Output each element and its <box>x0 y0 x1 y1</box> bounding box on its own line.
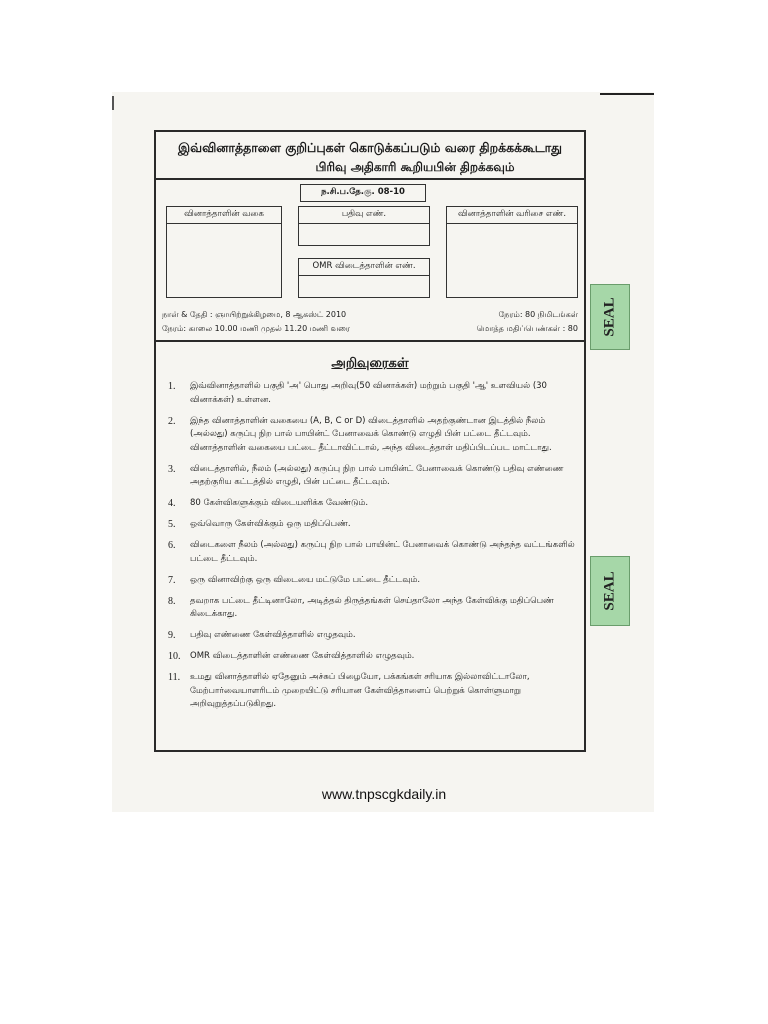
seal-text: SEAL <box>601 571 618 611</box>
exam-date: நாள் & தேதி : ஞாயிற்றுக்கிழமை, 8 ஆகஸ்ட் 2010 <box>162 310 347 319</box>
question-type-label: வினாத்தாளின் வகை <box>184 209 264 219</box>
header-line-1: இவ்வினாத்தாளை குறிப்புகள் கொடுக்கப்படும் வரை திறக்கக்கூடாது <box>177 140 563 155</box>
booklet-serial-label: வினாத்தாளின் வரிசை எண். <box>457 209 567 219</box>
instruction-number: 10. <box>168 651 181 662</box>
box-divider <box>299 223 429 224</box>
question-type-box <box>166 206 282 298</box>
instruction-number: 5. <box>168 519 176 530</box>
instruction-item <box>168 650 576 664</box>
instruction-item <box>168 629 576 643</box>
instruction-number: 6. <box>168 540 176 551</box>
instruction-item <box>168 574 576 588</box>
box-divider <box>299 275 429 276</box>
instruction-text: OMR விடைத்தாளின் எண்ணை கேள்வித்தாளில் எழுதவும். <box>190 651 415 661</box>
instruction-number: 3. <box>168 463 176 475</box>
instruction-number: 9. <box>168 630 176 641</box>
scan-edge-mark <box>112 96 114 110</box>
instruction-number: 2. <box>168 415 176 427</box>
seal-label-top <box>590 284 630 350</box>
instruction-item <box>168 518 576 532</box>
register-no-label: பதிவு எண். <box>341 209 387 219</box>
seal-text: SEAL <box>601 297 618 337</box>
instruction-item <box>168 671 576 712</box>
header-divider <box>156 178 584 180</box>
booklet-serial-box <box>446 206 578 298</box>
instruction-text: விடைகளை நீலம் (அல்லது) கருப்பு நிற பால் பாயின்ட் பேனாவைக் கொண்டு அந்தந்த வட்டங்களில் பட்டை தீட்டவும். <box>190 540 575 564</box>
instruction-text: உமது வினாத்தாளில் ஏதேனும் அச்சுப் பிழையோ, பக்கங்கள் சரியாக இல்லாவிட்டாலோ, மேற்பார்வையாளரிடம் முறையிட்டு சரியான கேள்வித்தாளைப் பெற்றுக் கொள்ளுமாறு அறிவுறுத்தப்படுகிறது. <box>190 672 530 709</box>
box-divider <box>167 223 281 224</box>
instruction-number: 4. <box>168 498 176 509</box>
scan-edge-line <box>600 93 654 95</box>
instruction-number: 11. <box>168 672 181 683</box>
box-divider <box>447 223 577 224</box>
instruction-number: 8. <box>168 595 176 607</box>
omr-box <box>298 258 430 298</box>
instruction-item <box>168 595 576 622</box>
instruction-text: தவறாக பட்டை தீட்டினாலோ, அடித்தல் திருத்தங்கள் செய்தாலோ அந்த கேள்விக்கு மதிப்பெண் கிடைக்காது. <box>190 595 554 619</box>
instructions-title-text: அறிவுரைகள் <box>331 356 409 371</box>
instructions-title <box>156 356 584 372</box>
instruction-text: 80 கேள்விகளுக்கும் விடையளிக்க வேண்டும். <box>190 498 369 508</box>
instruction-item <box>168 380 576 407</box>
instruction-text: பதிவு எண்ணை கேள்வித்தாளில் எழுதவும். <box>190 630 356 640</box>
instruction-sheet <box>154 130 586 752</box>
seal-label-bottom <box>590 556 630 626</box>
code-box <box>300 184 426 202</box>
code-label: ந.சி.ப.தே.கு. 08-10 <box>321 187 405 197</box>
instruction-text: ஒவ்வொரு கேள்விக்கும் ஒரு மதிப்பெண். <box>190 519 351 529</box>
instruction-item <box>168 415 576 456</box>
meta-divider <box>156 340 584 342</box>
register-no-box <box>298 206 430 246</box>
instruction-text: விடைத்தாளில், நீலம் (அல்லது) கருப்பு நிற பால் பாயின்ட் பேனாவைக் கொண்டு பதிவு எண்ணை அதற்குரிய கட்டத்தில் எழுதி, பின் பட்டை தீட்டவும். <box>190 463 564 487</box>
omr-label: OMR விடைத்தாளின் எண். <box>312 261 416 271</box>
total-marks: மொத்த மதிப்பெண்கள் : 80 <box>476 324 578 333</box>
exam-duration: நேரம்: 80 நிமிடங்கள் <box>498 310 578 319</box>
instruction-number: 7. <box>168 574 176 586</box>
instruction-item <box>168 539 576 566</box>
instruction-text: இவ்வினாத்தாளில் பகுதி 'அ' பொது அறிவு(50 வினாக்கள்) மற்றும் பகுதி 'ஆ' உளவியல் (30 வினாக்கள்) உள்ளன. <box>190 381 547 405</box>
instructions-list <box>168 380 576 719</box>
instruction-text: ஒரு வினாவிற்கு ஒரு விடையை மட்டுமே பட்டை தீட்டவும். <box>190 574 421 585</box>
exam-time: நேரம்: காலை 10.00 மணி முதல் 11.20 மணி வரை <box>162 324 350 333</box>
header-line-2: பிரிவு அதிகாரி கூறியபின் திறக்கவும் <box>315 160 515 174</box>
instruction-text: இந்த வினாத்தாளின் வகையை (A, B, C or D) விடைத்தாளில் அதற்குண்டான இடத்தில் நீலம் (அல்லது) கருப்பு நிற பால் பாயின்ட் பேனாவைக் கொண்டு எழுதி பின் பட்டை தீட்டவும். வினாத்தாளின் வகையை பட்டை தீட்டாவிட்டால், அந்த விடைத்தாள் மதிப்பிடப்பட மாட்டாது. <box>190 415 552 453</box>
instruction-number: 1. <box>168 381 176 392</box>
instruction-item <box>168 463 576 490</box>
instruction-item <box>168 497 576 511</box>
footer-url: www.tnpscgkdaily.in <box>321 786 447 802</box>
